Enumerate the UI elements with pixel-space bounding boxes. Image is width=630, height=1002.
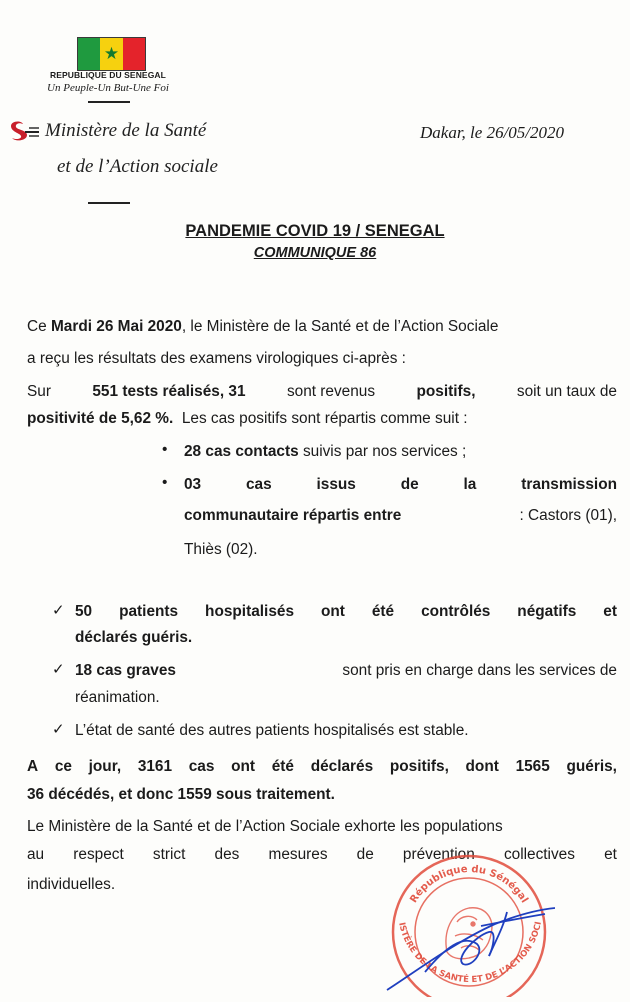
stamp-top-text: République du Sénégal [408, 863, 530, 905]
bullet-community-line-1: 03 cas issus de la transmission [184, 476, 617, 493]
closing-line-2: au respect strict des mesures de prévention collectives et [27, 846, 617, 863]
ministry-logo [7, 118, 41, 153]
check-serious-line-1: 18 cas graves sont pris en charge dans les services de [75, 662, 617, 679]
bullet-community-line-3: Thiès (02). [184, 541, 258, 558]
header-divider [88, 101, 130, 103]
check-stable: L’état de santé des autres patients hospitalisés est stable. [75, 722, 469, 739]
closing-line-3: individuelles. [27, 876, 116, 893]
star-icon: ★ [103, 44, 120, 64]
bullet-community-line-2: communautaire répartis entre : Castors (01), [184, 507, 617, 524]
ministry-name-line2: et de l’Action sociale [57, 156, 218, 177]
checkmark-icon: ✓ [52, 602, 65, 619]
ministry-name-line1: Ministère de la Santé [45, 120, 207, 141]
national-motto: Un Peuple-Un But-Une Foi [47, 82, 169, 94]
intro-line-2: a reçu les résultats des examens virologiques ci-après : [27, 350, 406, 367]
check-recovered-line-1: 50 patients hospitalisés ont été contrôlés négatifs et [75, 603, 617, 620]
stamp-bottom-text: ISTÈRE DE LA SANTÉ ET DE L’ACTION SOCI [396, 920, 544, 986]
closing-line-1: Le Ministère de la Santé et de l’Action Sociale exhorte les populations [27, 818, 503, 835]
document-title: PANDEMIE COVID 19 / SENEGAL [185, 222, 445, 240]
republic-label: REPUBLIQUE DU SENEGAL [50, 70, 166, 80]
bullet-dot-icon: • [162, 474, 168, 491]
senegal-flag [77, 37, 146, 71]
intro-line-3: Sur 551 tests réalisés, 31 sont revenus positifs, soit un taux de [27, 383, 617, 400]
document-date: Dakar, le 26/05/2020 [420, 123, 565, 142]
bullet-dot-icon: • [162, 441, 168, 458]
checkmark-icon: ✓ [52, 661, 65, 678]
ministry-divider [88, 202, 130, 204]
intro-line-1: Ce Mardi 26 Mai 2020, le Ministère de la Santé et de l’Action Sociale [27, 318, 499, 335]
check-recovered-line-2: déclarés guéris. [75, 629, 193, 646]
communique-number: COMMUNIQUE 86 [253, 245, 377, 261]
checkmark-icon: ✓ [52, 721, 65, 738]
check-serious-line-2: réanimation. [75, 689, 160, 706]
intro-line-4: positivité de 5,62 %. Les cas positifs sont répartis comme suit : [27, 410, 468, 427]
summary-line-2: 36 décédés, et donc 1559 sous traitement. [27, 786, 335, 803]
summary-line-1: A ce jour, 3161 cas ont été déclarés positifs, dont 1565 guéris, [27, 758, 617, 775]
bullet-contacts: 28 cas contacts suivis par nos services ; [184, 443, 467, 460]
official-stamp [385, 852, 555, 1002]
